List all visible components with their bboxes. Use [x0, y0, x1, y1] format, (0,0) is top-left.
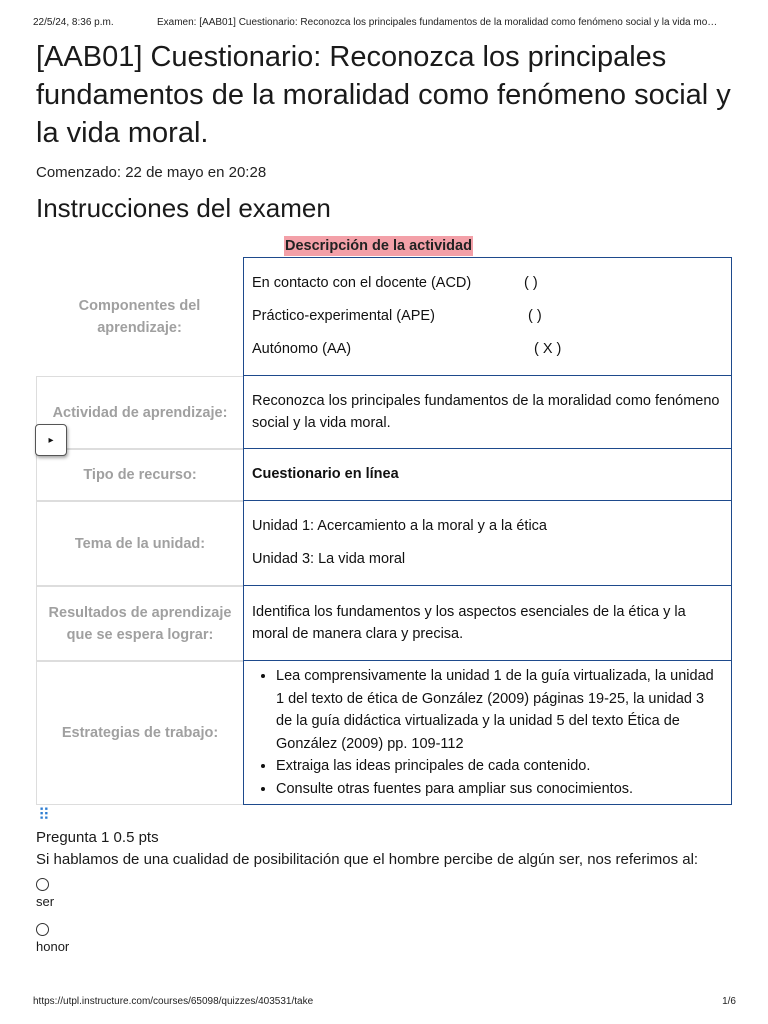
- resource-label: [36, 449, 243, 501]
- component-ape-text: Práctico-experimental (APE): [252, 308, 435, 324]
- answer-label: honor: [36, 939, 70, 954]
- results-value: [243, 585, 732, 661]
- components-label-text: Componentes del aprendizaje:: [78, 298, 201, 336]
- activity-label-text: Actividad de aprendizaje:: [52, 404, 228, 421]
- question-header: Pregunta 1 0.5 pts: [36, 829, 159, 846]
- component-ape-mark: ( ): [528, 308, 542, 324]
- resource-value-text: Cuestionario en línea: [252, 466, 399, 483]
- strategies-label: [36, 661, 243, 805]
- activity-description-header: Descripción de la actividad: [285, 238, 472, 254]
- print-datetime: 22/5/24, 8:36 p.m.: [33, 17, 114, 28]
- strategies-list: [252, 665, 723, 800]
- unit-theme-label-text: Tema de la unidad:: [74, 535, 206, 552]
- strategy-item: • Consulte otras fuentes para ampliar sus conocimientos.: [276, 778, 723, 801]
- component-aa-mark: ( X ): [534, 341, 562, 357]
- radio-button[interactable]: [36, 878, 49, 891]
- answer-label: ser: [36, 894, 55, 909]
- quiz-title: [AAB01] Cuestionario: Reconozca los principales fundamentos de la moralidad como fenómeno social y la vida moral.: [36, 41, 731, 149]
- quiz-started-time: Comenzado: 22 de mayo en 20:28: [36, 164, 267, 181]
- strategy-item: • Lea comprensivamente la unidad 1 de la guía virtualizada, la unidad 1 del texto de ética de González (2009) páginas 19-25, la unidad 3 de la guía didáctica virtualizada y la unidad 5 del texto Ética de González (2009) pp. 109-112: [276, 665, 723, 755]
- resource-label-text: Tipo de recurso:: [83, 467, 197, 483]
- components-value: [243, 257, 732, 376]
- unit-theme-label: [36, 501, 243, 586]
- activity-label: [36, 376, 243, 449]
- radio-button[interactable]: [36, 923, 49, 936]
- instructions-title: Instrucciones del examen: [36, 193, 331, 223]
- play-icon: ▸: [48, 434, 54, 446]
- component-acd-text: En contacto con el docente (ACD): [252, 275, 472, 291]
- answer-option[interactable]: [36, 878, 54, 909]
- activity-value-text: Reconozca los principales fundamentos de la moralidad como fenómeno social y la vida moral.: [252, 392, 720, 431]
- component-item-aa: [252, 333, 723, 366]
- results-label-text: Resultados de aprendizaje que se espera lograr:: [48, 604, 232, 643]
- play-button[interactable]: [35, 424, 67, 456]
- unit-theme-line: Unidad 1: Acercamiento a la moral y a la ética: [252, 518, 547, 534]
- resource-value: [243, 448, 732, 501]
- print-page-number: 1/6: [722, 996, 736, 1007]
- results-label: [36, 586, 243, 661]
- question-text: Si hablamos de una cualidad de posibilitación que el hombre percibe de algún ser, nos referimos al:: [36, 851, 699, 868]
- unit-theme-value: [243, 500, 732, 586]
- component-item-acd: [252, 267, 723, 300]
- strategies-value: [243, 660, 732, 805]
- activity-value: [243, 375, 732, 449]
- print-page-title: Examen: [AAB01] Cuestionario: Reconozca los principales fundamentos de la moralidad como fenómeno social y la vida mo…: [157, 17, 718, 28]
- answer-option[interactable]: [36, 923, 69, 954]
- results-value-text: Identifica los fundamentos y los aspectos esenciales de la ética y la moral de manera clara y precisa.: [252, 603, 686, 642]
- strategies-label-text: Estrategias de trabajo:: [61, 725, 219, 741]
- drag-handle-icon[interactable]: ⠿: [38, 807, 50, 824]
- print-url: https://utpl.instructure.com/courses/65098/quizzes/403531/take: [33, 996, 314, 1007]
- component-aa-text: Autónomo (AA): [252, 341, 352, 357]
- component-acd-mark: ( ): [524, 275, 538, 291]
- strategy-item: • Extraiga las ideas principales de cada contenido.: [276, 755, 723, 778]
- unit-theme-line: Unidad 3: La vida moral: [252, 551, 406, 567]
- component-item-ape: [252, 300, 723, 333]
- components-label: [36, 258, 243, 376]
